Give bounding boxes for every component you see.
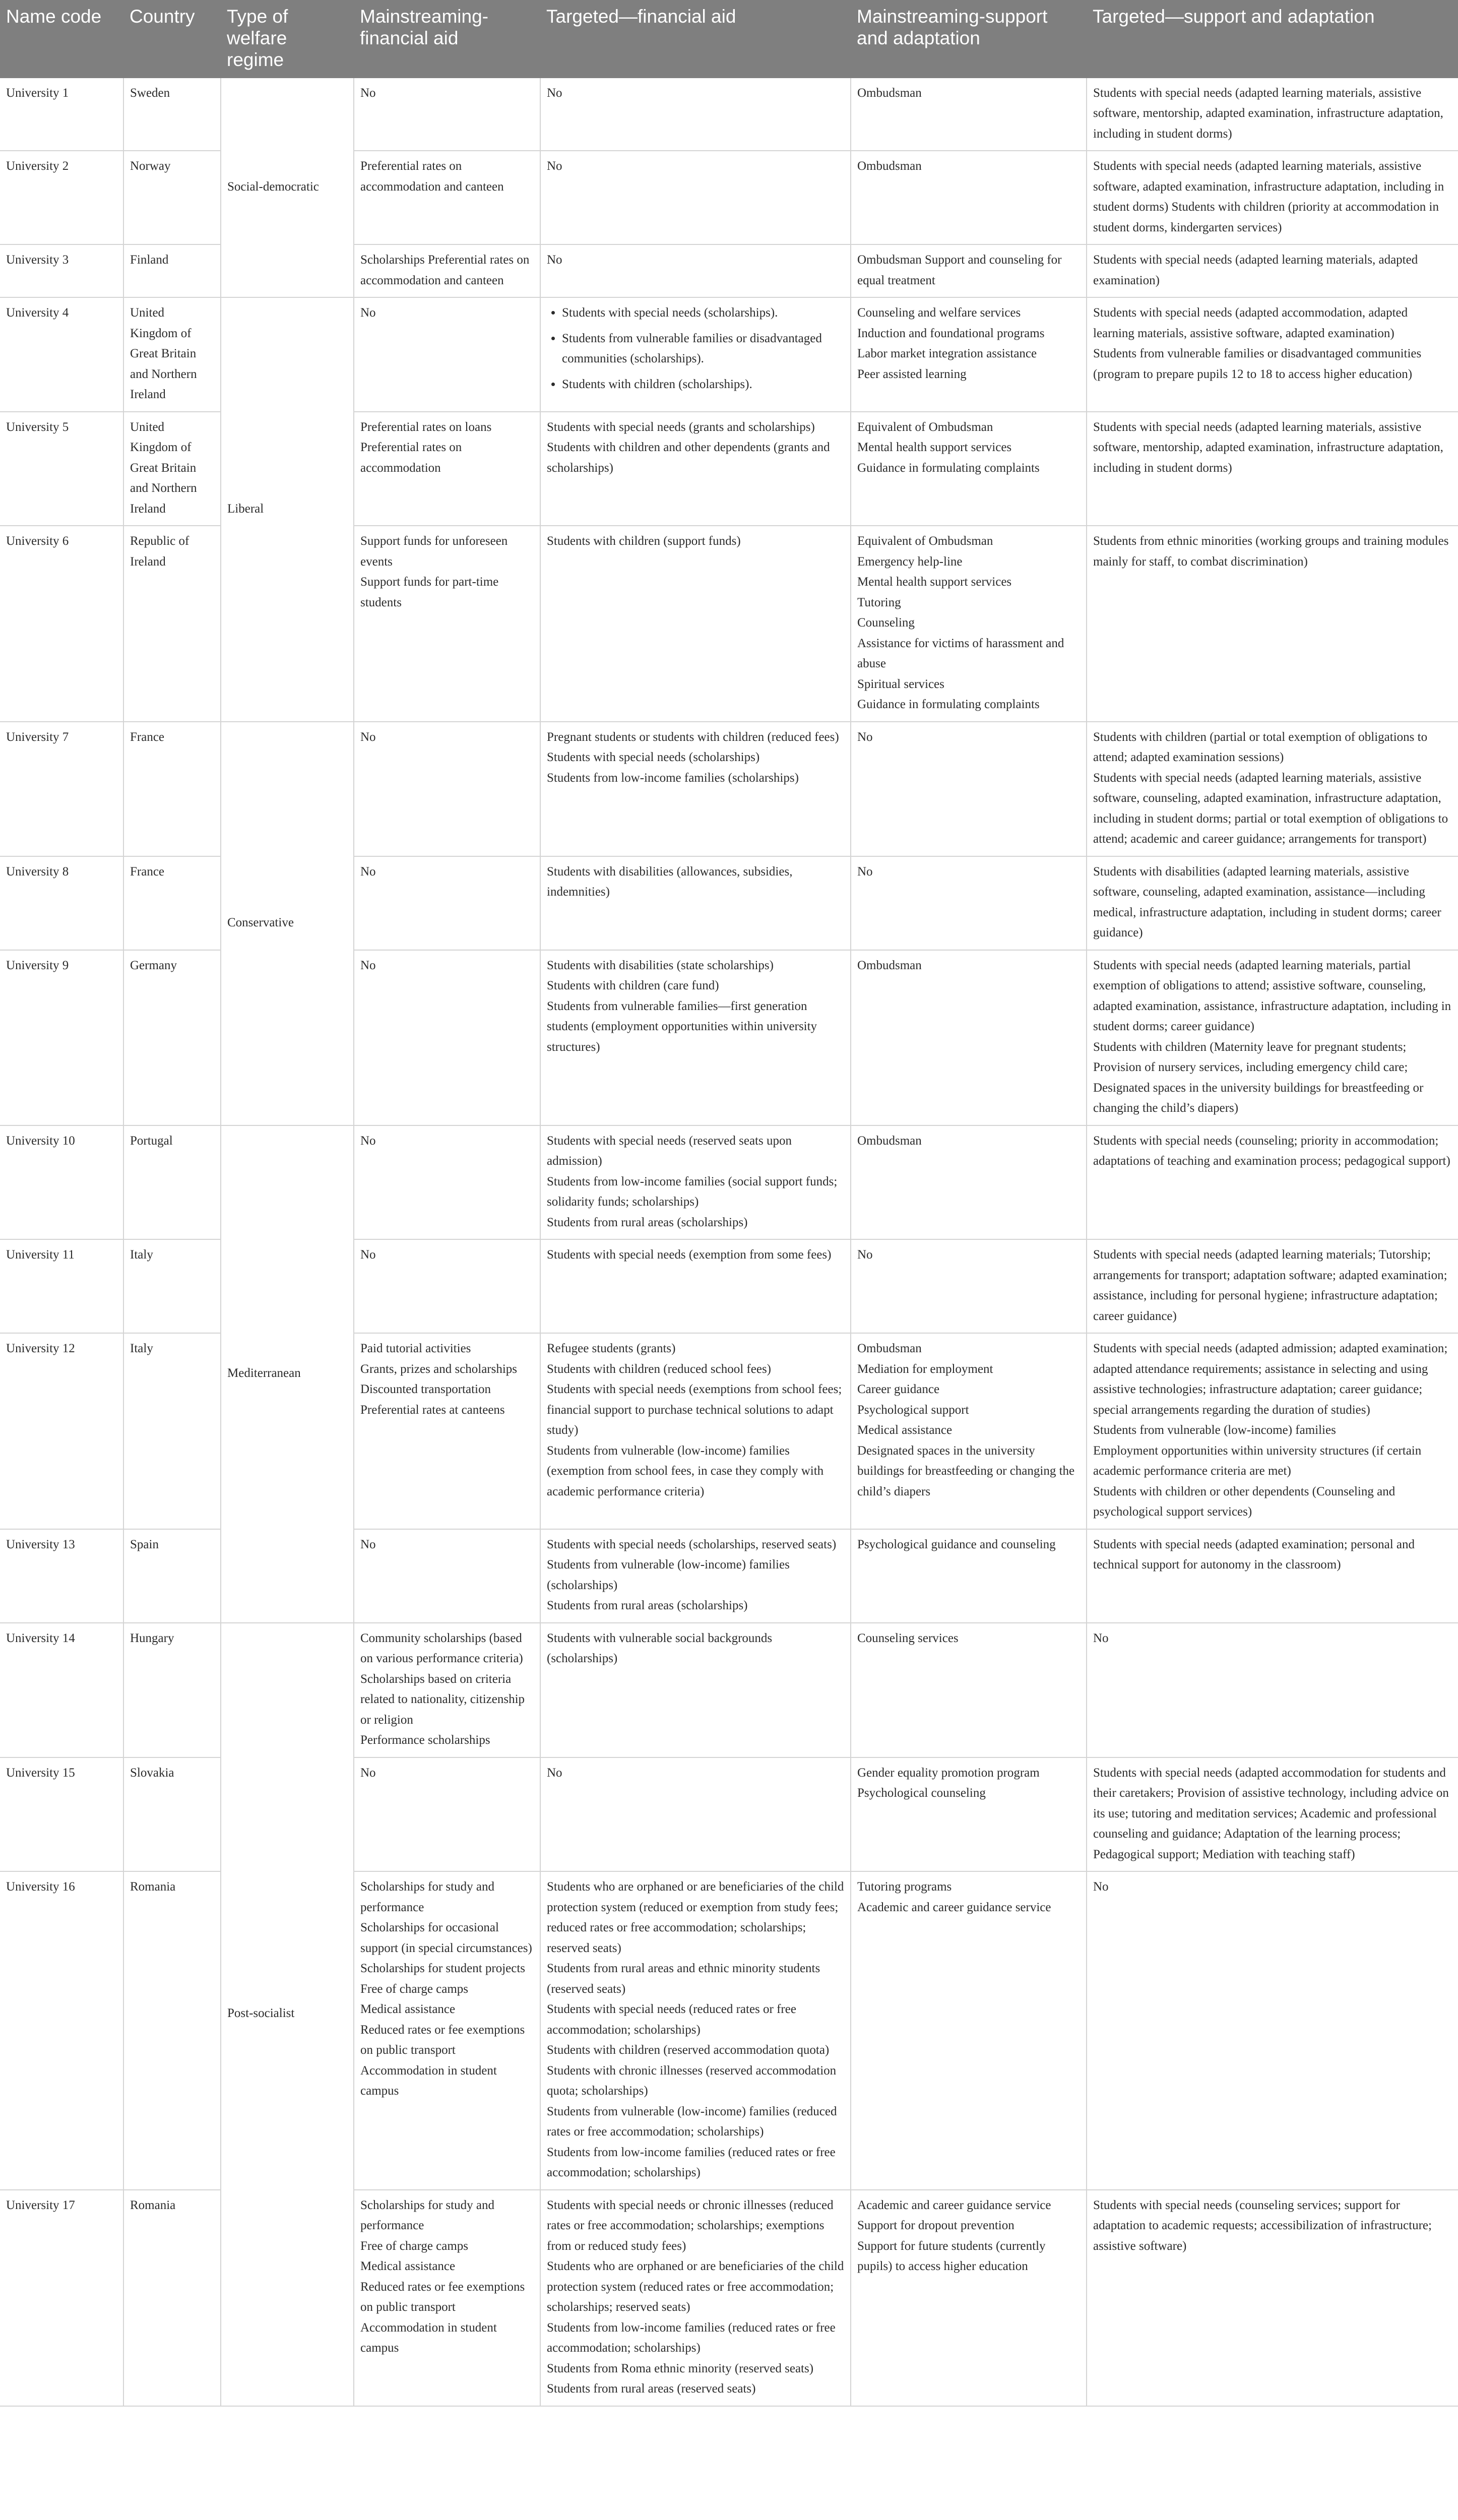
mainstreaming-financial-cell-line: Preferential rates on loans <box>360 420 492 434</box>
targeted-support-cell-line: Students with children (Maternity leave for pregnant students; Provision of nursery services, including emergency child care; Designated spaces in the university buildings for breastfeeding or changing the child’s diapers) <box>1093 1040 1424 1115</box>
targeted-financial-cell-line: Students from rural areas and ethnic minority students (reserved seats) <box>547 1962 820 1996</box>
targeted-financial-cell <box>540 526 851 722</box>
mainstreaming-financial-cell-line: No <box>360 1537 376 1551</box>
mainstreaming-support-cell-line: No <box>857 864 873 878</box>
mainstreaming-support-cell-line: Assistance for victims of harassment and abuse <box>857 636 1064 671</box>
mainstreaming-support-cell-line: Medical assistance <box>857 1423 953 1437</box>
table-row <box>0 297 1458 412</box>
name-code-cell: University 8 <box>0 856 123 950</box>
mainstreaming-financial-cell-line: Accommodation in student campus <box>360 2320 497 2355</box>
header-name-code: Name code <box>0 0 123 78</box>
table-row <box>0 1757 1458 1872</box>
table-row <box>0 244 1458 297</box>
mainstreaming-support-cell-line: Mental health support services <box>857 440 1012 455</box>
mainstreaming-support-cell-line: Tutoring programs <box>857 1880 952 1894</box>
name-code-cell: University 15 <box>0 1757 123 1872</box>
mainstreaming-financial-cell-line: Support funds for part-time students <box>360 575 499 609</box>
mainstreaming-support-cell-line: Psychological counseling <box>857 1786 986 1800</box>
name-code-cell: University 5 <box>0 412 123 526</box>
mainstreaming-support-cell <box>851 244 1087 297</box>
country-cell: France <box>123 722 221 856</box>
targeted-financial-cell <box>540 1239 851 1333</box>
mainstreaming-support-cell-line: Mental health support services <box>857 575 1012 589</box>
mainstreaming-financial-cell <box>354 412 540 526</box>
targeted-financial-cell-line: Students with children and other dependents (grants and scholarships) <box>547 440 830 475</box>
targeted-support-cell-line: Students with special needs (adapted learning materials, assistive software, counseling, adapted examination, infrastructure adaptation, including in student dorms; partial or total exemption of obligations to attend; academic and career guidance; arrangements for transport) <box>1093 771 1448 846</box>
name-code-cell: University 4 <box>0 297 123 412</box>
targeted-support-cell <box>1087 856 1458 950</box>
targeted-support-cell <box>1087 526 1458 722</box>
mainstreaming-financial-cell <box>354 1125 540 1240</box>
mainstreaming-financial-cell <box>354 244 540 297</box>
mainstreaming-financial-cell-line: No <box>360 1248 376 1262</box>
mainstreaming-financial-cell <box>354 151 540 244</box>
targeted-support-cell <box>1087 244 1458 297</box>
targeted-financial-cell-line: Students from low-income families (scholarships) <box>547 771 799 785</box>
mainstreaming-support-cell-line: Tutoring <box>857 595 901 609</box>
targeted-support-cell <box>1087 1871 1458 2190</box>
header-targeted-support: Targeted—support and adaptation <box>1087 0 1458 78</box>
mainstreaming-financial-cell-line: Paid tutorial activities <box>360 1342 471 1356</box>
targeted-support-cell-line: Students with special needs (adapted learning materials, assistive software, adapted examination, infrastructure adaptation, including in student dorms) Students with children (priority at accommodation in student dorms, kindergarten services) <box>1093 159 1444 234</box>
mainstreaming-financial-cell-line: No <box>360 1133 376 1148</box>
targeted-financial-cell-line: Students from rural areas (scholarships) <box>547 1599 748 1613</box>
mainstreaming-support-cell-line: Peer assisted learning <box>857 367 967 381</box>
mainstreaming-financial-cell-line: Medical assistance <box>360 2259 456 2274</box>
country-cell: Slovakia <box>123 1757 221 1872</box>
table-row <box>0 856 1458 950</box>
targeted-financial-cell-line: Pregnant students or students with children (reduced fees) <box>547 730 839 744</box>
table-row <box>0 2190 1458 2406</box>
mainstreaming-support-cell-line: Counseling and welfare services <box>857 306 1021 320</box>
targeted-financial-cell <box>540 856 851 950</box>
targeted-support-cell <box>1087 1333 1458 1529</box>
mainstreaming-support-cell-line: Counseling <box>857 616 915 630</box>
targeted-financial-cell-line: Students with special needs or chronic illnesses (reduced rates or free accommodation; scholarships; exemptions from or reduced study fees) <box>547 2198 834 2253</box>
targeted-financial-cell-line: Students from vulnerable (low-income) families (reduced rates or free accommodation; scholarships) <box>547 2104 837 2139</box>
country-cell: Finland <box>123 244 221 297</box>
table-row <box>0 151 1458 244</box>
targeted-financial-cell-line: Students from vulnerable families—first generation students (employment opportunities within university structures) <box>547 999 817 1054</box>
mainstreaming-support-cell-line: Support for future students (currently pupils) to access higher education <box>857 2239 1046 2274</box>
mainstreaming-financial-cell-line: Free of charge camps <box>360 1982 469 1996</box>
targeted-support-cell-line: Students with disabilities (adapted learning materials, assistive software, counseling, adapted examination, assistance—including medical, infrastructure adaptation, including in student dorms; career guidance) <box>1093 864 1441 940</box>
mainstreaming-support-cell <box>851 1125 1087 1240</box>
targeted-support-cell-line: Students with special needs (adapted learning materials, assistive software, mentorship, adapted examination, infrastructure adaptation, including in student dorms) <box>1093 86 1443 141</box>
targeted-support-cell-line: Students with special needs (adapted learning materials, assistive software, mentorship, adapted examination, infrastructure adaptation, including in student dorms) <box>1093 420 1443 475</box>
country-cell: Republic of Ireland <box>123 526 221 722</box>
targeted-support-cell-line: Employment opportunities within university structures (if certain academic performance criteria are met) <box>1093 1443 1422 1478</box>
table-row <box>0 412 1458 526</box>
country-cell: Romania <box>123 2190 221 2406</box>
targeted-financial-cell <box>540 1333 851 1529</box>
mainstreaming-financial-cell <box>354 78 540 151</box>
mainstreaming-support-cell <box>851 856 1087 950</box>
table-row <box>0 78 1458 151</box>
targeted-financial-cell-line: Students who are orphaned or are beneficiaries of the child protection system (reduced rates or free accommodation; scholarships; reserved seats) <box>547 2259 844 2314</box>
country-cell: United Kingdom of Great Britain and Northern Ireland <box>123 297 221 412</box>
targeted-financial-cell-line: No <box>547 1766 562 1780</box>
targeted-support-cell-line: Students from vulnerable (low-income) families <box>1093 1423 1336 1437</box>
mainstreaming-support-cell <box>851 950 1087 1125</box>
targeted-support-cell <box>1087 78 1458 151</box>
name-code-cell: University 9 <box>0 950 123 1125</box>
name-code-cell: University 13 <box>0 1529 123 1623</box>
table-row <box>0 722 1458 856</box>
mainstreaming-support-cell-line: Counseling services <box>857 1631 959 1645</box>
targeted-financial-cell-line: Refugee students (grants) <box>547 1342 676 1356</box>
mainstreaming-support-cell <box>851 1333 1087 1529</box>
targeted-financial-cell <box>540 244 851 297</box>
table-row <box>0 526 1458 722</box>
name-code-cell: University 12 <box>0 1333 123 1529</box>
mainstreaming-financial-cell-line: No <box>360 1766 376 1780</box>
targeted-support-cell-line: Students with special needs (adapted admission; adapted examination; adapted attendance requirements; assistance in selecting and using assistive technologies; infrastructure adaptation; career guidance; special arrangements regarding the duration of studies) <box>1093 1342 1448 1417</box>
mainstreaming-support-cell-line: Guidance in formulating complaints <box>857 698 1040 712</box>
targeted-financial-cell <box>540 2190 851 2406</box>
table-row <box>0 1125 1458 1240</box>
header-country: Country <box>123 0 221 78</box>
table-row <box>0 950 1458 1125</box>
mainstreaming-support-cell-line: Academic and career guidance service <box>857 1900 1051 1914</box>
mainstreaming-financial-cell-line: Performance scholarships <box>360 1733 490 1747</box>
targeted-financial-cell-line: Students from vulnerable (low-income) families (exemption from school fees, in case they comply with academic performance criteria) <box>547 1443 824 1498</box>
targeted-support-cell <box>1087 151 1458 244</box>
targeted-support-cell-line: Students with special needs (adapted learning materials, partial exemption of obligations to attend; assistive software, counseling, adapted examination, assistance, infrastructure adaptation, including in student dorms; career guidance) <box>1093 958 1451 1034</box>
targeted-financial-cell <box>540 722 851 856</box>
mainstreaming-support-cell-line: Ombudsman <box>857 1133 922 1148</box>
targeted-financial-cell-line: No <box>547 159 562 173</box>
mainstreaming-support-cell-line: Equivalent of Ombudsman <box>857 534 993 548</box>
targeted-financial-cell <box>540 1871 851 2190</box>
country-cell: Germany <box>123 950 221 1125</box>
targeted-financial-cell-line: Students with special needs (scholarships) <box>547 750 760 765</box>
targeted-financial-cell-line: Students with children (support funds) <box>547 534 741 548</box>
mainstreaming-financial-cell-line: Scholarships for occasional support (in special circumstances) <box>360 1921 532 1955</box>
targeted-support-cell <box>1087 1125 1458 1240</box>
targeted-financial-cell-line: Students from low-income families (reduced rates or free accommodation; scholarships) <box>547 2320 836 2355</box>
targeted-support-cell-line: Students with children (partial or total exemption of obligations to attend; adapted examination sessions) <box>1093 730 1428 765</box>
targeted-support-cell <box>1087 722 1458 856</box>
targeted-support-cell-line: Students from vulnerable families or disadvantaged communities (program to prepare pupils 12 to 18 to access higher education) <box>1093 347 1422 381</box>
mainstreaming-financial-cell-line: Preferential rates at canteens <box>360 1403 505 1417</box>
table-row <box>0 1623 1458 1757</box>
name-code-cell: University 6 <box>0 526 123 722</box>
targeted-support-cell-line: Students with special needs (counseling; priority in accommodation; adaptations of teaching and examination process; pedagogical support) <box>1093 1133 1450 1168</box>
name-code-cell: University 16 <box>0 1871 123 2190</box>
mainstreaming-support-cell <box>851 297 1087 412</box>
mainstreaming-support-cell-line: Ombudsman Support and counseling for equal treatment <box>857 253 1062 287</box>
mainstreaming-support-cell-line: Guidance in formulating complaints <box>857 461 1040 475</box>
targeted-support-cell <box>1087 412 1458 526</box>
mainstreaming-support-cell-line: Ombudsman <box>857 159 922 173</box>
mainstreaming-support-cell-line: Mediation for employment <box>857 1362 993 1376</box>
targeted-support-cell-line: Students from ethnic minorities (working groups and training modules mainly for staff, to combat discrimination) <box>1093 534 1449 569</box>
targeted-financial-cell <box>540 412 851 526</box>
list-item: • Students from vulnerable families or disadvantaged communities (scholarships). <box>562 329 844 369</box>
mainstreaming-support-cell-line: Academic and career guidance service <box>857 2198 1051 2212</box>
targeted-financial-cell-line: Students who are orphaned or are beneficiaries of the child protection system (reduced or exemption from study fees; reduced rates or free accommodation; scholarships; reserved seats) <box>547 1880 844 1955</box>
table-header <box>0 0 1458 78</box>
targeted-support-cell <box>1087 950 1458 1125</box>
mainstreaming-financial-cell-line: No <box>360 730 376 744</box>
mainstreaming-financial-cell <box>354 856 540 950</box>
targeted-financial-cell-line: Students with special needs (scholarships, reserved seats) <box>547 1537 837 1551</box>
mainstreaming-support-cell <box>851 1871 1087 2190</box>
mainstreaming-financial-cell-line: Medical assistance <box>360 2002 456 2017</box>
targeted-support-cell <box>1087 2190 1458 2406</box>
mainstreaming-support-cell <box>851 78 1087 151</box>
mainstreaming-support-cell-line: Designated spaces in the university buildings for breastfeeding or changing the child’s diapers <box>857 1443 1075 1498</box>
targeted-financial-cell <box>540 1623 851 1757</box>
welfare-regime-cell: Social-democratic <box>221 78 354 298</box>
mainstreaming-support-cell-line: Emergency help-line <box>857 554 963 569</box>
mainstreaming-financial-cell <box>354 1871 540 2190</box>
name-code-cell: University 2 <box>0 151 123 244</box>
targeted-financial-cell <box>540 151 851 244</box>
list-item: • Students with children (scholarships). <box>562 374 844 395</box>
mainstreaming-support-cell-line: Ombudsman <box>857 1342 922 1356</box>
mainstreaming-financial-cell <box>354 1623 540 1757</box>
table-row <box>0 1333 1458 1529</box>
mainstreaming-support-cell <box>851 412 1087 526</box>
mainstreaming-financial-cell <box>354 297 540 412</box>
mainstreaming-support-cell-line: Psychological guidance and counseling <box>857 1537 1056 1551</box>
name-code-cell: University 14 <box>0 1623 123 1757</box>
mainstreaming-financial-cell-line: Preferential rates on accommodation <box>360 440 462 475</box>
targeted-financial-cell-line: Students with disabilities (state scholarships) <box>547 958 774 972</box>
mainstreaming-financial-cell-line: Scholarships Preferential rates on accommodation and canteen <box>360 253 530 287</box>
mainstreaming-financial-cell-line: Scholarships for student projects <box>360 1962 526 1976</box>
mainstreaming-support-cell-line: No <box>857 1248 873 1262</box>
welfare-regime-cell: Post-socialist <box>221 1623 354 2406</box>
targeted-support-cell-line: Students with special needs (counseling services; support for adaptation to academic requests; accessibilization of infrastructure; assistive software) <box>1093 2198 1432 2253</box>
mainstreaming-support-cell <box>851 151 1087 244</box>
mainstreaming-financial-cell-line: No <box>360 86 376 100</box>
targeted-support-cell-line: Students with special needs (adapted learning materials, adapted examination) <box>1093 253 1418 287</box>
targeted-support-cell-line: No <box>1093 1880 1109 1894</box>
name-code-cell: University 3 <box>0 244 123 297</box>
welfare-regime-cell: Conservative <box>221 722 354 1125</box>
name-code-cell: University 10 <box>0 1125 123 1240</box>
targeted-support-cell-line: No <box>1093 1631 1109 1645</box>
mainstreaming-financial-cell <box>354 1529 540 1623</box>
mainstreaming-support-cell <box>851 1239 1087 1333</box>
mainstreaming-financial-cell-line: Preferential rates on accommodation and canteen <box>360 159 504 194</box>
mainstreaming-support-cell-line: Ombudsman <box>857 86 922 100</box>
mainstreaming-financial-cell-line: Discounted transportation <box>360 1382 491 1397</box>
mainstreaming-financial-cell-line: Scholarships based on criteria related to nationality, citizenship or religion <box>360 1672 525 1727</box>
mainstreaming-support-cell <box>851 1529 1087 1623</box>
targeted-financial-cell <box>540 1125 851 1240</box>
mainstreaming-support-cell-line: Psychological support <box>857 1403 969 1417</box>
targeted-financial-cell-line: Students with disabilities (allowances, subsidies, indemnities) <box>547 864 793 899</box>
mainstreaming-support-cell-line: Spiritual services <box>857 677 944 691</box>
targeted-financial-cell-line: No <box>547 86 562 100</box>
targeted-financial-cell <box>540 950 851 1125</box>
name-code-cell: University 7 <box>0 722 123 856</box>
targeted-financial-cell-line: Students from rural areas (scholarships) <box>547 1215 748 1229</box>
mainstreaming-financial-cell-line: Grants, prizes and scholarships <box>360 1362 518 1376</box>
name-code-cell: University 17 <box>0 2190 123 2406</box>
targeted-financial-cell-line: Students from rural areas (reserved seats) <box>547 2382 756 2396</box>
mainstreaming-financial-cell <box>354 2190 540 2406</box>
targeted-financial-cell <box>540 297 851 412</box>
table-row <box>0 1239 1458 1333</box>
mainstreaming-financial-cell-line: Reduced rates or fee exemptions on public transport <box>360 2280 525 2314</box>
table-row <box>0 1529 1458 1623</box>
targeted-financial-list <box>547 303 844 395</box>
mainstreaming-financial-cell <box>354 950 540 1125</box>
mainstreaming-financial-cell <box>354 526 540 722</box>
country-cell: United Kingdom of Great Britain and Northern Ireland <box>123 412 221 526</box>
mainstreaming-financial-cell <box>354 1239 540 1333</box>
header-targeted-financial-aid: Targeted—financial aid <box>540 0 851 78</box>
targeted-support-cell-line: Students with special needs (adapted learning materials; Tutorship; arrangements for transport; adaptation software; adapted examination; assistance, including for personal hygiene; infrastructure adaptation; career guidance) <box>1093 1248 1447 1323</box>
country-cell: Romania <box>123 1871 221 2190</box>
name-code-cell: University 1 <box>0 78 123 151</box>
targeted-financial-cell-line: Students with children (reduced school fees) <box>547 1362 772 1376</box>
targeted-support-cell-line: Students with special needs (adapted accommodation for students and their caretakers; Provision of assistive technology, including advice on its use; tutoring and meditation services; Academic and professional counseling and guidance; Adaptation of the learning process; Pedagogical support; Mediation with teaching staff) <box>1093 1766 1449 1861</box>
mainstreaming-financial-cell-line: Community scholarships (based on various performance criteria) <box>360 1631 523 1666</box>
targeted-financial-cell-line: Students with children (care fund) <box>547 979 719 993</box>
mainstreaming-financial-cell-line: Support funds for unforeseen events <box>360 534 508 569</box>
table-row <box>0 1871 1458 2190</box>
targeted-financial-cell-line: Students from low-income families (reduced rates or free accommodation; scholarships) <box>547 2145 836 2180</box>
list-item: • Students with special needs (scholarships). <box>562 303 844 324</box>
country-cell: Hungary <box>123 1623 221 1757</box>
targeted-financial-cell-line: Students with special needs (exemptions from school fees; financial support to purchase technical solutions to adapt study) <box>547 1382 842 1437</box>
mainstreaming-support-cell <box>851 2190 1087 2406</box>
targeted-financial-cell-line: Students from vulnerable (low-income) families (scholarships) <box>547 1558 790 1592</box>
mainstreaming-financial-cell-line: Scholarships for study and performance <box>360 2198 494 2233</box>
header-welfare-regime: Type of welfare regime <box>221 0 354 78</box>
targeted-financial-cell-line: Students with children (reserved accommodation quota) <box>547 2043 830 2057</box>
mainstreaming-support-cell-line: Induction and foundational programs <box>857 326 1045 340</box>
welfare-regime-cell: Liberal <box>221 297 354 722</box>
welfare-regime-cell: Mediterranean <box>221 1125 354 1623</box>
targeted-financial-cell <box>540 1529 851 1623</box>
mainstreaming-financial-cell <box>354 1333 540 1529</box>
targeted-support-cell <box>1087 1757 1458 1872</box>
mainstreaming-financial-cell-line: Reduced rates or fee exemptions on public transport <box>360 2023 525 2057</box>
targeted-financial-cell-line: Students with special needs (reduced rates or free accommodation; scholarships) <box>547 2002 796 2037</box>
country-cell: Norway <box>123 151 221 244</box>
country-cell: France <box>123 856 221 950</box>
mainstreaming-support-cell-line: Gender equality promotion program <box>857 1766 1040 1780</box>
targeted-financial-cell-line: Students with special needs (exemption from some fees) <box>547 1248 832 1262</box>
targeted-support-cell <box>1087 1623 1458 1757</box>
targeted-financial-cell-line: Students from Roma ethnic minority (reserved seats) <box>547 2361 814 2375</box>
mainstreaming-support-cell-line: Labor market integration assistance <box>857 347 1037 361</box>
targeted-support-cell <box>1087 297 1458 412</box>
country-cell: Italy <box>123 1333 221 1529</box>
header-row <box>0 0 1458 78</box>
targeted-financial-cell-line: Students with chronic illnesses (reserved accommodation quota; scholarships) <box>547 2063 837 2098</box>
targeted-financial-cell-line: Students with vulnerable social backgrounds (scholarships) <box>547 1631 773 1666</box>
mainstreaming-financial-cell-line: Scholarships for study and performance <box>360 1880 494 1914</box>
targeted-financial-cell-line: Students from low-income families (social support funds; solidarity funds; scholarships) <box>547 1174 838 1209</box>
mainstreaming-financial-cell-line: Accommodation in student campus <box>360 2063 497 2098</box>
mainstreaming-financial-cell <box>354 1757 540 1872</box>
mainstreaming-support-cell-line: Support for dropout prevention <box>857 2219 1015 2233</box>
country-cell: Italy <box>123 1239 221 1333</box>
targeted-support-cell-line: Students with special needs (adapted examination; personal and technical support for autonomy in the classroom) <box>1093 1537 1415 1572</box>
targeted-support-cell-line: Students with children or other dependents (Counseling and psychological support services) <box>1093 1484 1396 1519</box>
country-cell: Sweden <box>123 78 221 151</box>
mainstreaming-support-cell-line: No <box>857 730 873 744</box>
mainstreaming-support-cell-line: Career guidance <box>857 1382 940 1397</box>
targeted-financial-cell-line: No <box>547 253 562 267</box>
mainstreaming-support-cell-line: Equivalent of Ombudsman <box>857 420 993 434</box>
mainstreaming-financial-cell-line: No <box>360 306 376 320</box>
mainstreaming-support-cell <box>851 1757 1087 1872</box>
country-cell: Spain <box>123 1529 221 1623</box>
targeted-support-cell-line: Students with special needs (adapted accommodation, adapted learning materials, assistive software, adapted examination) <box>1093 306 1408 340</box>
mainstreaming-financial-cell <box>354 722 540 856</box>
mainstreaming-support-cell <box>851 722 1087 856</box>
mainstreaming-financial-cell-line: Free of charge camps <box>360 2239 469 2253</box>
mainstreaming-support-cell-line: Ombudsman <box>857 958 922 972</box>
mainstreaming-financial-cell-line: No <box>360 864 376 878</box>
country-cell: Portugal <box>123 1125 221 1240</box>
targeted-financial-cell-line: Students with special needs (grants and scholarships) <box>547 420 815 434</box>
header-mainstreaming-support: Mainstreaming-support and adaptation <box>851 0 1087 78</box>
targeted-financial-cell <box>540 1757 851 1872</box>
targeted-financial-cell-line: Students with special needs (reserved seats upon admission) <box>547 1133 792 1168</box>
header-mainstreaming-financial-aid: Mainstreaming-financial aid <box>354 0 540 78</box>
name-code-cell: University 11 <box>0 1239 123 1333</box>
mainstreaming-financial-cell-line: No <box>360 958 376 972</box>
mainstreaming-support-cell <box>851 526 1087 722</box>
targeted-support-cell <box>1087 1529 1458 1623</box>
table-body <box>0 78 1458 2406</box>
targeted-financial-cell <box>540 78 851 151</box>
mainstreaming-support-cell <box>851 1623 1087 1757</box>
targeted-support-cell <box>1087 1239 1458 1333</box>
